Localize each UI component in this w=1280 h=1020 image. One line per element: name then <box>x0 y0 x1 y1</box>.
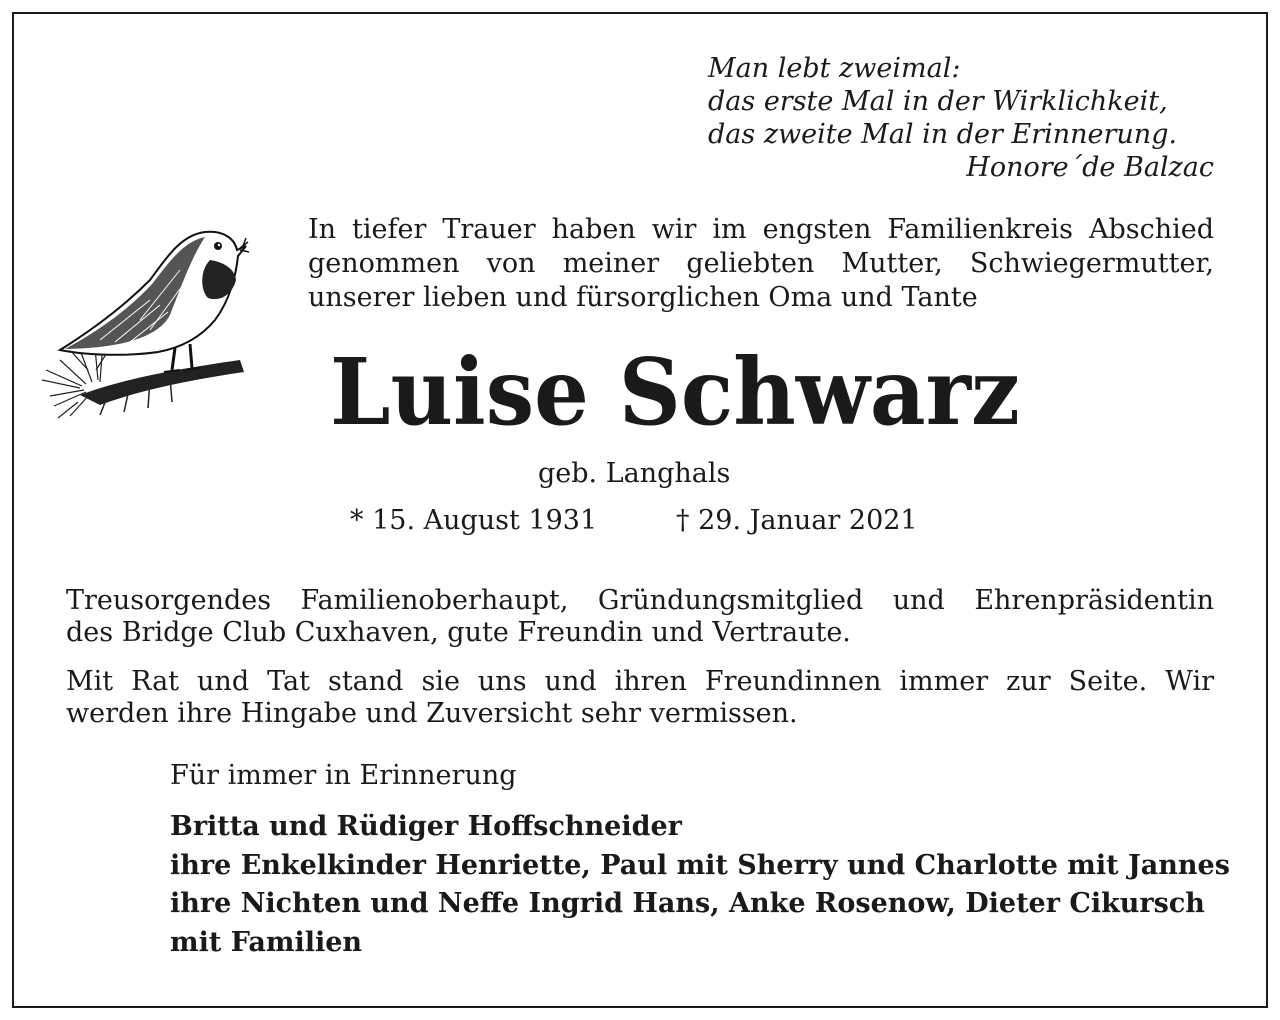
mourner-line: ihre Enkelkinder Henriette, Paul mit Sherry und Charlotte mit Jannes <box>170 849 1230 881</box>
intro-text <box>308 213 1214 315</box>
quote-line: Man lebt zweimal: <box>708 53 961 84</box>
paragraph-line: des Bridge Club Cuxhaven, gute Freundin und Vertraute. <box>66 617 851 648</box>
tribute-paragraph <box>66 666 1214 730</box>
intro-line: In tiefer Trauer haben wir im engsten Familienkreis Abschied <box>308 214 1214 245</box>
intro-line: genommen von meiner geliebten Mutter, Schwiegermutter, <box>308 248 1214 279</box>
epigraph-quote <box>708 52 1214 184</box>
paragraph-line: werden ihre Hingabe und Zuversicht sehr vermissen. <box>66 698 798 729</box>
death-date: † 29. Januar 2021 <box>676 505 918 536</box>
paragraph-line: Treusorgendes Familienoberhaupt, Gründungsmitglied und Ehrenpräsidentin <box>66 585 1214 616</box>
quote-line: das erste Mal in der Wirklichkeit, <box>708 86 1168 117</box>
tribute-paragraph <box>66 585 1214 649</box>
paragraph-line: Mit Rat und Tat stand sie uns und ihren Freundinnen immer zur Seite. Wir <box>66 666 1214 697</box>
birth-date: * 15. August 1931 <box>350 505 598 536</box>
mourner-line: ihre Nichten und Neffe Ingrid Hans, Anke Rosenow, Dieter Cikursch <box>170 888 1205 919</box>
quote-line: das zweite Mal in der Erinnerung. <box>708 119 1178 150</box>
robin-on-branch-icon <box>40 220 250 420</box>
mourner-line: mit Familien <box>170 926 363 958</box>
memory-line: Für immer in Erinnerung <box>170 760 517 791</box>
intro-line: unserer lieben und fürsorglichen Oma und Tante <box>308 282 978 313</box>
deceased-name: Luise Schwarz <box>330 338 1020 446</box>
mourners-list <box>170 808 1230 962</box>
mourner-line: Britta und Rüdiger Hoffschneider <box>170 811 682 842</box>
maiden-name: geb. Langhals <box>538 458 731 489</box>
quote-author: Honore´de Balzac <box>966 152 1214 183</box>
